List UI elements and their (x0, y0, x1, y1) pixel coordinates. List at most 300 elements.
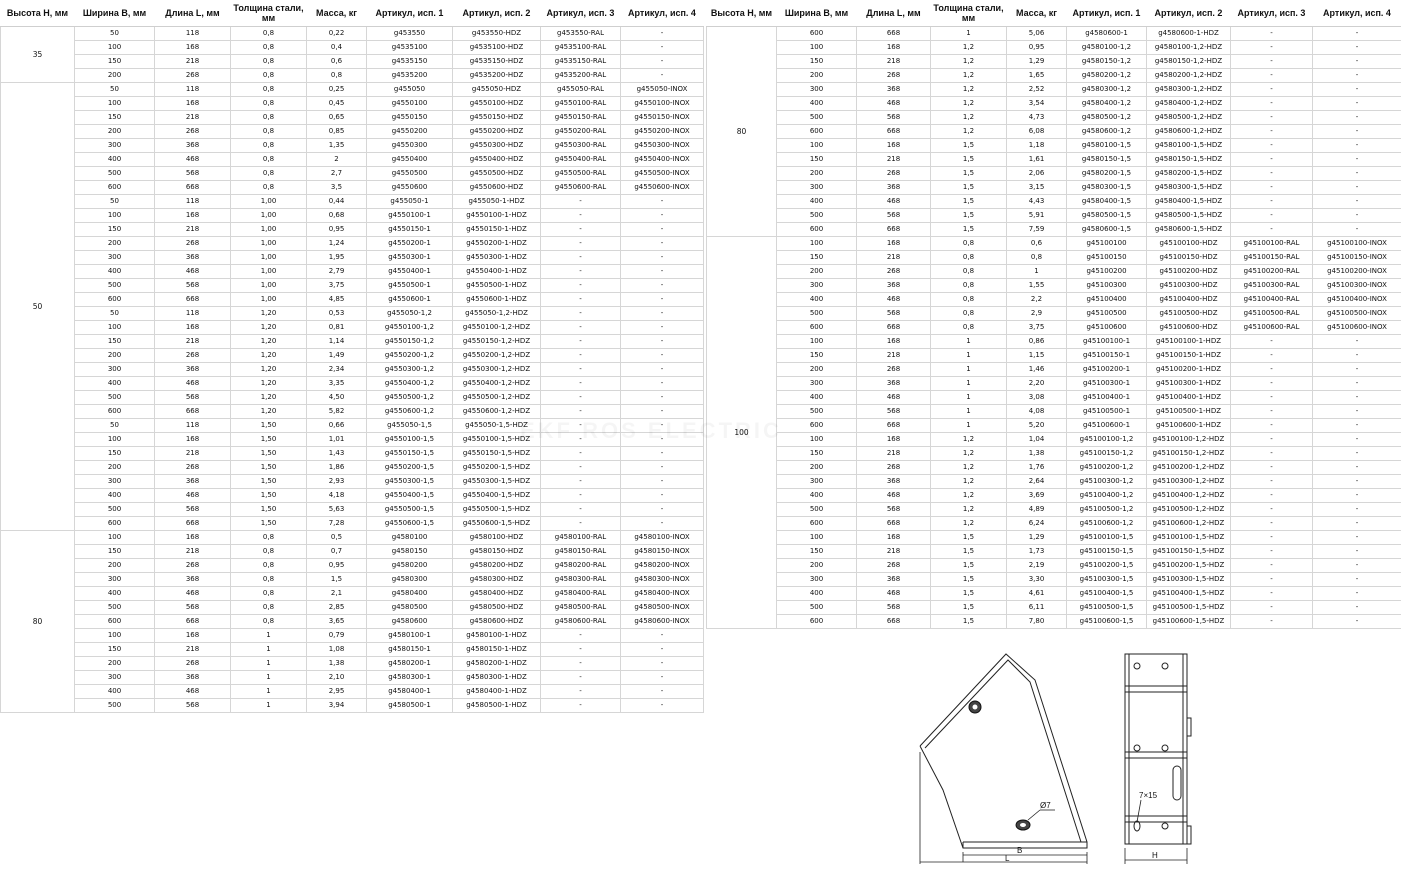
cell-thickness: 1 (231, 670, 307, 684)
cell-thickness: 1,2 (931, 54, 1007, 68)
cell-thickness: 1,5 (931, 572, 1007, 586)
cell-article-4: - (1313, 124, 1401, 138)
cell-article-4: - (621, 670, 704, 684)
cell-length: 218 (857, 544, 931, 558)
table-row (1, 152, 704, 166)
cell-width: 150 (75, 446, 155, 460)
cell-mass: 4,73 (1007, 110, 1067, 124)
table-row (707, 124, 1401, 138)
cell-thickness: 0,8 (231, 180, 307, 194)
cell-article-3: - (1231, 516, 1313, 530)
cell-thickness: 1,50 (231, 460, 307, 474)
cell-mass: 4,85 (307, 292, 367, 306)
cell-length: 568 (857, 208, 931, 222)
cell-article-4: - (621, 250, 704, 264)
cell-article-4: g4580400-INOX (621, 586, 704, 600)
cell-article-2: g4550500-1,2-HDZ (453, 390, 541, 404)
cell-mass: 1,95 (307, 250, 367, 264)
cell-thickness: 1,2 (931, 488, 1007, 502)
cell-article-4: - (1313, 138, 1401, 152)
cell-article-4: - (1313, 404, 1401, 418)
cell-mass: 5,06 (1007, 26, 1067, 40)
table-row (707, 54, 1401, 68)
cell-article-2: g45100300-HDZ (1147, 278, 1231, 292)
cell-article-3: - (1231, 530, 1313, 544)
table-row (707, 390, 1401, 404)
cell-article-1: g455050-1,2 (367, 306, 453, 320)
cell-mass: 1,61 (1007, 152, 1067, 166)
cell-article-4: - (621, 474, 704, 488)
cell-length: 218 (857, 152, 931, 166)
cell-article-4: g4580100-INOX (621, 530, 704, 544)
cell-article-1: g4550500 (367, 166, 453, 180)
cell-mass: 1,08 (307, 642, 367, 656)
cell-article-2: g4580500-1,5-HDZ (1147, 208, 1231, 222)
cell-width: 200 (75, 460, 155, 474)
cell-article-4: - (621, 348, 704, 362)
cell-width: 150 (75, 222, 155, 236)
table-row (707, 558, 1401, 572)
cell-mass: 1,04 (1007, 432, 1067, 446)
cell-article-3: - (541, 446, 621, 460)
cell-article-1: g4580500 (367, 600, 453, 614)
cell-article-2: g4550600-HDZ (453, 180, 541, 194)
cell-thickness: 1,5 (931, 558, 1007, 572)
cell-article-2: g4580100-HDZ (453, 530, 541, 544)
cell-width: 600 (777, 516, 857, 530)
cell-article-2: g4580600-HDZ (453, 614, 541, 628)
cell-article-3: - (541, 264, 621, 278)
col-header-article-3: Артикул, исп. 3 (541, 0, 621, 26)
cell-article-2: g4550300-1,5-HDZ (453, 474, 541, 488)
cell-thickness: 1,5 (931, 614, 1007, 628)
cell-thickness: 0,8 (231, 110, 307, 124)
cell-length: 468 (857, 390, 931, 404)
cell-thickness: 1,00 (231, 250, 307, 264)
cell-article-4: - (621, 460, 704, 474)
cell-length: 218 (155, 110, 231, 124)
cell-article-3: - (1231, 362, 1313, 376)
cell-article-4: - (1313, 68, 1401, 82)
cell-mass: 0,68 (307, 208, 367, 222)
cell-thickness: 1 (931, 404, 1007, 418)
cell-article-1: g4550300-1 (367, 250, 453, 264)
table-row (1, 684, 704, 698)
table-row (1, 628, 704, 642)
cell-thickness: 1 (231, 642, 307, 656)
cell-length: 218 (155, 222, 231, 236)
cell-thickness: 1,50 (231, 516, 307, 530)
cell-length: 268 (857, 166, 931, 180)
cell-article-1: g45100500-1 (1067, 404, 1147, 418)
cell-length: 168 (155, 96, 231, 110)
cell-thickness: 1,2 (931, 82, 1007, 96)
table-row (1, 698, 704, 712)
cell-article-4: - (621, 194, 704, 208)
cell-article-2: g4580300-1,5-HDZ (1147, 180, 1231, 194)
cell-article-1: g45100300-1,5 (1067, 572, 1147, 586)
cell-article-2: g4550300-1-HDZ (453, 250, 541, 264)
cell-article-4: - (1313, 544, 1401, 558)
cell-width: 300 (75, 362, 155, 376)
cell-article-3: - (1231, 586, 1313, 600)
cell-width: 400 (75, 684, 155, 698)
table-row (1, 670, 704, 684)
cell-thickness: 1,50 (231, 488, 307, 502)
cell-width: 300 (75, 572, 155, 586)
cell-article-4: - (1313, 586, 1401, 600)
cell-article-4: - (621, 264, 704, 278)
cell-mass: 1,01 (307, 432, 367, 446)
table-row (707, 572, 1401, 586)
cell-article-4: - (621, 306, 704, 320)
cell-mass: 3,08 (1007, 390, 1067, 404)
cell-article-2: g4550100-1,2-HDZ (453, 320, 541, 334)
cell-mass: 7,59 (1007, 222, 1067, 236)
cell-width: 500 (777, 110, 857, 124)
cell-article-2: g45100500-1,2-HDZ (1147, 502, 1231, 516)
cell-mass: 2,85 (307, 600, 367, 614)
table-row (707, 208, 1401, 222)
cell-article-1: g45100400 (1067, 292, 1147, 306)
cell-length: 368 (857, 474, 931, 488)
cell-article-4: - (621, 26, 704, 40)
cell-width: 400 (75, 586, 155, 600)
cell-length: 468 (155, 264, 231, 278)
cell-article-3: g4550600-RAL (541, 180, 621, 194)
cell-width: 200 (75, 558, 155, 572)
cell-length: 568 (155, 390, 231, 404)
cell-article-2: g45100400-1,2-HDZ (1147, 488, 1231, 502)
cell-length: 268 (155, 348, 231, 362)
cell-length: 168 (155, 208, 231, 222)
cell-thickness: 1,00 (231, 194, 307, 208)
cell-article-1: g4550150-1 (367, 222, 453, 236)
cell-article-2: g455050-1-HDZ (453, 194, 541, 208)
cell-article-1: g4550400-1 (367, 264, 453, 278)
cell-article-1: g4550400 (367, 152, 453, 166)
table-row (1, 558, 704, 572)
cell-length: 168 (857, 40, 931, 54)
col-header-width: Ширина B, мм (75, 0, 155, 26)
table-row (707, 222, 1401, 236)
cell-width: 150 (75, 642, 155, 656)
cell-length: 268 (155, 124, 231, 138)
cell-length: 218 (155, 334, 231, 348)
cell-article-1: g45100600-1 (1067, 418, 1147, 432)
cell-width: 300 (777, 572, 857, 586)
cell-thickness: 1,50 (231, 418, 307, 432)
cell-width: 200 (75, 124, 155, 138)
cell-article-4: g45100500-INOX (1313, 306, 1401, 320)
table-row (707, 236, 1401, 250)
cell-article-3: g4535100-RAL (541, 40, 621, 54)
cell-article-2: g45100200-1,2-HDZ (1147, 460, 1231, 474)
cell-mass: 5,82 (307, 404, 367, 418)
cell-article-1: g4580150 (367, 544, 453, 558)
cell-article-2: g4580200-HDZ (453, 558, 541, 572)
table-row (1, 530, 704, 544)
cell-article-1: g45100600-1,5 (1067, 614, 1147, 628)
cell-article-2: g4580200-1-HDZ (453, 656, 541, 670)
table-row (707, 544, 1401, 558)
cell-article-4: - (1313, 418, 1401, 432)
cell-length: 118 (155, 306, 231, 320)
cell-article-2: g45100100-1,2-HDZ (1147, 432, 1231, 446)
cell-article-3: g4580200-RAL (541, 558, 621, 572)
cell-width: 600 (777, 26, 857, 40)
table-row (707, 460, 1401, 474)
cell-article-4: - (1313, 334, 1401, 348)
cell-thickness: 1,5 (931, 544, 1007, 558)
cell-article-1: g4550400-1,5 (367, 488, 453, 502)
cell-mass: 6,24 (1007, 516, 1067, 530)
cell-mass: 0,8 (1007, 250, 1067, 264)
cell-mass: 3,54 (1007, 96, 1067, 110)
cell-article-1: g4550100-1 (367, 208, 453, 222)
cell-article-2: g4580600-1,2-HDZ (1147, 124, 1231, 138)
cell-thickness: 1 (931, 334, 1007, 348)
cell-thickness: 1,5 (931, 600, 1007, 614)
cell-article-1: g4580600 (367, 614, 453, 628)
cell-article-2: g45100600-1-HDZ (1147, 418, 1231, 432)
cell-thickness: 1,5 (931, 166, 1007, 180)
cell-thickness: 0,8 (931, 306, 1007, 320)
cell-article-2: g4550100-1-HDZ (453, 208, 541, 222)
cell-mass: 0,85 (307, 124, 367, 138)
cell-article-2: g4580400-HDZ (453, 586, 541, 600)
cell-thickness: 0,8 (231, 124, 307, 138)
cell-article-1: g45100100-1,2 (1067, 432, 1147, 446)
cell-article-4: - (621, 334, 704, 348)
cell-thickness: 0,8 (231, 600, 307, 614)
cell-article-2: g4580300-HDZ (453, 572, 541, 586)
col-header-article-4: Артикул, исп. 4 (621, 0, 704, 26)
cell-mass: 1,49 (307, 348, 367, 362)
cell-article-2: g4580150-1,5-HDZ (1147, 152, 1231, 166)
cell-thickness: 1,00 (231, 236, 307, 250)
cell-length: 468 (857, 586, 931, 600)
cell-article-3: - (1231, 194, 1313, 208)
cell-article-3: g4535200-RAL (541, 68, 621, 82)
cell-article-2: g4550100-HDZ (453, 96, 541, 110)
cell-mass: 0,65 (307, 110, 367, 124)
cell-thickness: 0,8 (231, 54, 307, 68)
cell-thickness: 1 (931, 418, 1007, 432)
cell-width: 400 (777, 488, 857, 502)
cell-width: 400 (777, 390, 857, 404)
cell-article-1: g4580600-1,2 (1067, 124, 1147, 138)
cell-mass: 0,45 (307, 96, 367, 110)
cell-length: 118 (155, 194, 231, 208)
cell-thickness: 0,8 (231, 572, 307, 586)
cell-mass: 2,20 (1007, 376, 1067, 390)
cell-article-4: - (621, 656, 704, 670)
cell-article-3: - (1231, 432, 1313, 446)
cell-article-2: g45100150-1,5-HDZ (1147, 544, 1231, 558)
cell-article-2: g45100100-HDZ (1147, 236, 1231, 250)
col-header-article-2: Артикул, исп. 2 (1147, 0, 1231, 26)
cell-article-1: g45100400-1 (1067, 390, 1147, 404)
cell-article-1: g45100200-1 (1067, 362, 1147, 376)
cell-article-2: g4550200-HDZ (453, 124, 541, 138)
cell-mass: 5,91 (1007, 208, 1067, 222)
cell-article-1: g4535150 (367, 54, 453, 68)
cell-article-1: g4580100-1 (367, 628, 453, 642)
cell-article-4: - (1313, 502, 1401, 516)
cell-width: 600 (75, 180, 155, 194)
cell-article-3: g453550-RAL (541, 26, 621, 40)
cell-article-4: - (1313, 194, 1401, 208)
cell-length: 218 (155, 54, 231, 68)
cell-article-3: - (541, 656, 621, 670)
cell-mass: 0,7 (307, 544, 367, 558)
cell-length: 468 (155, 376, 231, 390)
cell-width: 150 (777, 250, 857, 264)
cell-length: 468 (857, 96, 931, 110)
cell-width: 400 (777, 96, 857, 110)
cell-length: 568 (857, 110, 931, 124)
cell-length: 568 (857, 600, 931, 614)
cell-article-2: g4580500-HDZ (453, 600, 541, 614)
cell-article-4: - (1313, 222, 1401, 236)
table-row (1, 348, 704, 362)
mounting-holes (1134, 663, 1168, 831)
cell-width: 300 (777, 376, 857, 390)
table-row (707, 264, 1401, 278)
cell-article-1: g4580150-1 (367, 642, 453, 656)
cell-article-1: g4580500-1 (367, 698, 453, 712)
cell-article-3: - (541, 376, 621, 390)
cell-length: 168 (155, 530, 231, 544)
cell-length: 368 (155, 670, 231, 684)
cell-article-3: g4580150-RAL (541, 544, 621, 558)
cell-thickness: 1,5 (931, 530, 1007, 544)
watermark (520, 418, 782, 444)
cell-article-4: g4550100-INOX (621, 96, 704, 110)
cell-width: 150 (777, 544, 857, 558)
cell-width: 500 (777, 306, 857, 320)
cell-article-2: g4550200-1,5-HDZ (453, 460, 541, 474)
cell-length: 668 (155, 404, 231, 418)
cell-length: 668 (155, 292, 231, 306)
cell-length: 168 (857, 530, 931, 544)
cell-article-3: g4580500-RAL (541, 600, 621, 614)
cell-width: 300 (75, 474, 155, 488)
cell-article-1: g45100200-1,5 (1067, 558, 1147, 572)
cell-article-4: - (1313, 110, 1401, 124)
cell-length: 468 (155, 586, 231, 600)
cell-article-2: g45100300-1,5-HDZ (1147, 572, 1231, 586)
col-header-length: Длина L, мм (857, 0, 931, 26)
cell-mass: 3,69 (1007, 488, 1067, 502)
cell-mass: 1,35 (307, 138, 367, 152)
cell-length: 368 (857, 180, 931, 194)
cell-article-1: g4550500-1,5 (367, 502, 453, 516)
cell-length: 568 (155, 278, 231, 292)
cell-thickness: 1 (931, 390, 1007, 404)
cell-width: 500 (777, 502, 857, 516)
cell-article-3: - (541, 698, 621, 712)
col-header-width: Ширина B, мм (777, 0, 857, 26)
col-header-article-4: Артикул, исп. 4 (1313, 0, 1401, 26)
cell-article-3: - (541, 194, 621, 208)
cell-length: 568 (155, 502, 231, 516)
cell-article-1: g4535100 (367, 40, 453, 54)
cell-article-3: - (1231, 572, 1313, 586)
cell-article-2: g4550100-1,5-HDZ (453, 432, 541, 446)
cell-length: 268 (155, 236, 231, 250)
cell-article-1: g4550100 (367, 96, 453, 110)
height-group-cell: 35 (1, 26, 75, 82)
cell-article-3: - (541, 418, 621, 432)
cell-width: 50 (75, 418, 155, 432)
cell-mass: 0,53 (307, 306, 367, 320)
cell-article-3: g45100100-RAL (1231, 236, 1313, 250)
table-row (1, 390, 704, 404)
cell-article-3: g4550200-RAL (541, 124, 621, 138)
cell-mass: 4,50 (307, 390, 367, 404)
cell-article-4: - (621, 418, 704, 432)
cell-length: 218 (857, 54, 931, 68)
cell-width: 600 (777, 124, 857, 138)
cell-article-1: g4535200 (367, 68, 453, 82)
cell-length: 568 (155, 166, 231, 180)
cell-article-1: g4550500-1,2 (367, 390, 453, 404)
table-row (707, 432, 1401, 446)
cell-length: 568 (155, 698, 231, 712)
cell-article-4: g4550300-INOX (621, 138, 704, 152)
cell-article-3: - (1231, 418, 1313, 432)
cell-article-1: g45100600-1,2 (1067, 516, 1147, 530)
cell-article-4: - (621, 376, 704, 390)
cell-article-3: g45100150-RAL (1231, 250, 1313, 264)
cell-article-3: - (1231, 348, 1313, 362)
cell-article-1: g4550600-1,5 (367, 516, 453, 530)
cell-article-4: - (1313, 432, 1401, 446)
cell-article-1: g45100600 (1067, 320, 1147, 334)
cell-article-1: g4580150-1,2 (1067, 54, 1147, 68)
hole-diameter-label: Ø7 (1040, 801, 1051, 810)
cell-mass: 2,19 (1007, 558, 1067, 572)
cell-mass: 0,5 (307, 530, 367, 544)
cell-length: 368 (857, 82, 931, 96)
cell-length: 268 (857, 362, 931, 376)
height-group-cell: 80 (707, 26, 777, 236)
cell-mass: 1,86 (307, 460, 367, 474)
table-row (1, 68, 704, 82)
cell-article-2: g4580500-1,2-HDZ (1147, 110, 1231, 124)
cell-mass: 4,43 (1007, 194, 1067, 208)
col-header-article-1: Артикул, исп. 1 (1067, 0, 1147, 26)
cell-article-2: g45100600-1,2-HDZ (1147, 516, 1231, 530)
table-row (707, 404, 1401, 418)
table-row (1, 82, 704, 96)
cell-thickness: 1,2 (931, 460, 1007, 474)
cell-thickness: 1,2 (931, 68, 1007, 82)
cell-mass: 3,65 (307, 614, 367, 628)
cell-mass: 2,95 (307, 684, 367, 698)
cell-length: 168 (857, 138, 931, 152)
cell-mass: 1,76 (1007, 460, 1067, 474)
cell-article-1: g4550200-1,5 (367, 460, 453, 474)
cell-article-4: - (1313, 460, 1401, 474)
cell-mass: 6,11 (1007, 600, 1067, 614)
cell-width: 100 (75, 432, 155, 446)
cell-length: 268 (857, 460, 931, 474)
cell-article-3: g4550300-RAL (541, 138, 621, 152)
cell-mass: 0,6 (307, 54, 367, 68)
